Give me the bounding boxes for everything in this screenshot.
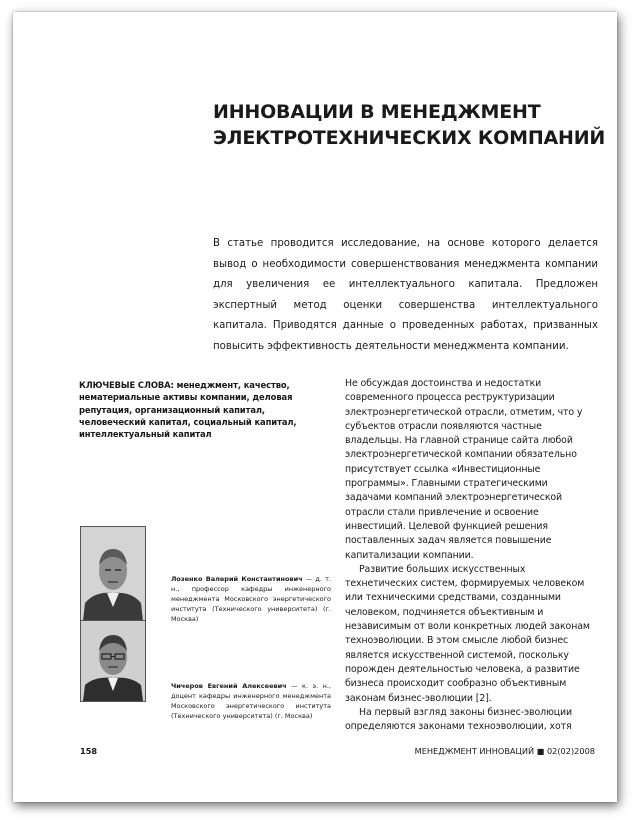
journal-footer xyxy=(415,746,595,756)
author-name-lozenko: Лозенко Валерий Константинович xyxy=(171,575,303,583)
journal-issue: 02(02)2008 xyxy=(546,746,595,756)
keywords: КЛЮЧЕВЫЕ СЛОВА: менеджмент, качество, нематериальные активы компании, деловая репутация, организационный капитал, человеческий капитал, социальный капитал, интеллектуальный капитал xyxy=(79,380,297,440)
author-details-lozenko: — д. т. н., профессор кафедры инженерного менеджмента Московского энергетического института (Технического университета) (г. Москва) xyxy=(171,575,331,623)
journal-page xyxy=(13,12,617,802)
page-number: 158 xyxy=(80,746,98,756)
author-info-chicherov xyxy=(171,681,331,721)
author-name-chicherov: Чичеров Евгений Алексеевич xyxy=(171,682,287,690)
journal-name: МЕНЕДЖМЕНТ ИННОВАЦИЙ xyxy=(414,746,535,756)
article-title xyxy=(213,99,606,151)
article-body xyxy=(345,377,595,734)
square-separator-icon: ■ xyxy=(536,747,545,756)
author-photo-lozenko xyxy=(80,526,146,622)
body-paragraph-1: Не обсуждая достоинства и недостатки современного процесса реструктуризации электроэнергетической отрасли, отметим, что у субъектов отрасли появляются частные владельцы. На главной странице сайта любой электроэнергетической компании обязательно присутствует ссылка «Инвестиционные программы». Главными стратегическими задачами компаний электроэнергетической отрасли стали привлечение и освоение инвестиций. Целевой функцией решения поставленных задач является повышение капитализации компании. xyxy=(345,378,583,561)
author-info-lozenko xyxy=(171,574,331,624)
body-paragraph-3: На первый взгляд законы бизнес-эволюции определяются законами техноэволюции, хотя xyxy=(345,706,573,733)
article-abstract: В статье проводится исследование, на основе которого делается вывод о необходимости совершенствования менеджмента компании для увеличения ее интеллектуального капитала. Предложен экспертный метод оценки совершенства интеллектуального капитала. Приводятся данные о проведенных работах, призванных повысить эффективность деятельности менеджмента компании. xyxy=(213,238,598,352)
author-photo-chicherov xyxy=(80,620,146,702)
body-paragraph-2: Развитие больших искусственных технетических систем, формируемых человеком или техническими средствами, созданными человеком, подчиняется объективным и независимым от воли конкретных людей законам техноэволюции. В этом смысле любой бизнес является искусственной системой, поскольку порожден деятельностью человека, а развитие бизнеса происходит сообразно объективным законам бизнес-эволюции [2]. xyxy=(345,563,590,704)
author-details-chicherov: — к. э. н., доцент кафедры инженерного менеджмента Московского энергетического института (Технического университета) (г. Москва) xyxy=(171,682,331,720)
article-title-line2: ЭЛЕКТРОТЕХНИЧЕСКИХ КОМПАНИЙ xyxy=(213,127,606,149)
article-title-line1: ИННОВАЦИИ В МЕНЕДЖМЕНТ xyxy=(213,101,541,123)
